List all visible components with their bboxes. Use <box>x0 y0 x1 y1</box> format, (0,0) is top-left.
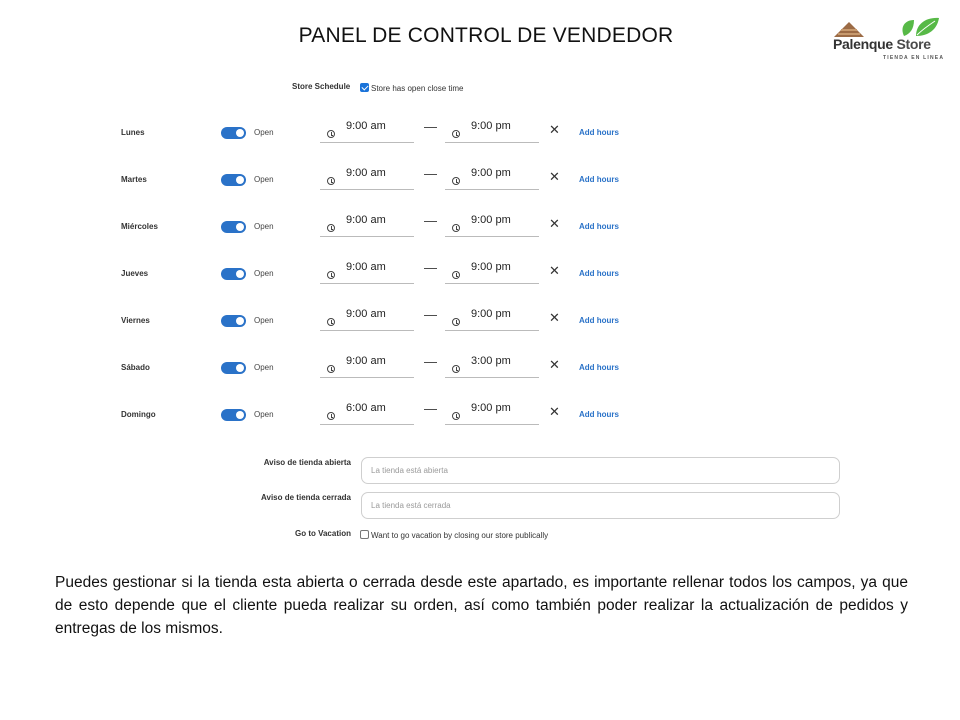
brand-logo <box>828 16 945 66</box>
end-time-value: 9:00 pm <box>471 167 511 179</box>
end-time-field[interactable] <box>445 260 539 284</box>
day-label: Jueves <box>121 269 149 278</box>
clock-icon <box>327 365 335 373</box>
clock-icon <box>452 365 460 373</box>
schedule-row <box>0 260 960 300</box>
logo-graphic <box>828 16 942 38</box>
schedule-row <box>0 354 960 394</box>
add-hours-link[interactable]: Add hours <box>579 128 619 137</box>
open-label: Open <box>254 128 274 137</box>
start-time-field[interactable] <box>320 354 414 378</box>
close-icon[interactable]: ✕ <box>549 404 560 419</box>
clock-icon <box>452 177 460 185</box>
start-time-field[interactable] <box>320 260 414 284</box>
day-label: Domingo <box>121 410 156 419</box>
close-icon[interactable]: ✕ <box>549 169 560 184</box>
clock-icon <box>452 224 460 232</box>
add-hours-link[interactable]: Add hours <box>579 363 619 372</box>
end-time-field[interactable] <box>445 166 539 190</box>
clock-icon <box>327 177 335 185</box>
open-label: Open <box>254 222 274 231</box>
clock-icon <box>452 271 460 279</box>
close-icon[interactable]: ✕ <box>549 263 560 278</box>
end-time-value: 9:00 pm <box>471 261 511 273</box>
time-range-dash: — <box>424 119 437 134</box>
end-time-value: 9:00 pm <box>471 308 511 320</box>
close-icon[interactable]: ✕ <box>549 357 560 372</box>
logo-wordmark: Palenque Store <box>833 36 931 52</box>
start-time-value: 9:00 am <box>346 261 386 273</box>
schedule-row <box>0 213 960 253</box>
open-label: Open <box>254 316 274 325</box>
clock-icon <box>452 318 460 326</box>
open-label: Open <box>254 363 274 372</box>
start-time-value: 9:00 am <box>346 308 386 320</box>
schedule-row <box>0 166 960 206</box>
clock-icon <box>327 130 335 138</box>
schedule-row <box>0 401 960 441</box>
start-time-value: 9:00 am <box>346 167 386 179</box>
day-label: Lunes <box>121 128 145 137</box>
add-hours-link[interactable]: Add hours <box>579 316 619 325</box>
add-hours-link[interactable]: Add hours <box>579 222 619 231</box>
open-notice-label: Aviso de tienda abierta <box>263 458 351 467</box>
clock-icon <box>327 318 335 326</box>
start-time-field[interactable] <box>320 213 414 237</box>
description-text: Puedes gestionar si la tienda esta abierta o cerrada desde este apartado, es importante rellenar todos los campos, ya que de esto depende que el cliente pueda realizar su orden, así como también poder realizar la actualización de pedidos y entregas de los mismos. <box>55 574 908 637</box>
time-range-dash: — <box>424 166 437 181</box>
closed-notice-label: Aviso de tienda cerrada <box>261 493 351 502</box>
clock-icon <box>452 130 460 138</box>
vacation-checkbox[interactable] <box>360 530 369 539</box>
store-schedule-checkbox-label: Store has open close time <box>371 84 464 93</box>
time-range-dash: — <box>424 307 437 322</box>
close-icon[interactable]: ✕ <box>549 216 560 231</box>
logo-tagline: TIENDA EN LINEA <box>883 55 945 61</box>
clock-icon <box>452 412 460 420</box>
day-label: Viernes <box>121 316 150 325</box>
add-hours-link[interactable]: Add hours <box>579 175 619 184</box>
end-time-field[interactable] <box>445 119 539 143</box>
clock-icon <box>327 412 335 420</box>
close-icon[interactable]: ✕ <box>549 310 560 325</box>
end-time-field[interactable] <box>445 213 539 237</box>
end-time-field[interactable] <box>445 354 539 378</box>
end-time-field[interactable] <box>445 401 539 425</box>
schedule-row <box>0 307 960 347</box>
end-time-value: 9:00 pm <box>471 402 511 414</box>
open-toggle[interactable] <box>221 362 246 374</box>
vacation-checkbox-label: Want to go vacation by closing our store publically <box>371 531 549 540</box>
store-schedule-checkbox[interactable] <box>360 83 369 92</box>
open-label: Open <box>254 175 274 184</box>
clock-icon <box>327 224 335 232</box>
open-label: Open <box>254 410 274 419</box>
close-icon[interactable]: ✕ <box>549 122 560 137</box>
schedule-row <box>0 119 960 159</box>
closed-notice-input[interactable] <box>361 492 840 519</box>
open-toggle[interactable] <box>221 127 246 139</box>
start-time-value: 9:00 am <box>346 214 386 226</box>
store-schedule-label: Store Schedule <box>292 82 351 91</box>
open-toggle[interactable] <box>221 409 246 421</box>
start-time-field[interactable] <box>320 166 414 190</box>
start-time-field[interactable] <box>320 401 414 425</box>
open-toggle[interactable] <box>221 315 246 327</box>
start-time-value: 9:00 am <box>346 355 386 367</box>
start-time-value: 9:00 am <box>346 120 386 132</box>
open-toggle[interactable] <box>221 268 246 280</box>
day-label: Sábado <box>121 363 150 372</box>
time-range-dash: — <box>424 354 437 369</box>
start-time-field[interactable] <box>320 119 414 143</box>
add-hours-link[interactable]: Add hours <box>579 410 619 419</box>
start-time-value: 6:00 am <box>346 402 386 414</box>
time-range-dash: — <box>424 213 437 228</box>
end-time-value: 9:00 pm <box>471 214 511 226</box>
open-notice-input[interactable] <box>361 457 840 484</box>
clock-icon <box>327 271 335 279</box>
open-toggle[interactable] <box>221 174 246 186</box>
open-label: Open <box>254 269 274 278</box>
day-label: Miércoles <box>121 222 158 231</box>
end-time-field[interactable] <box>445 307 539 331</box>
add-hours-link[interactable]: Add hours <box>579 269 619 278</box>
page-title: PANEL DE CONTROL DE VENDEDOR <box>298 24 674 47</box>
end-time-value: 9:00 pm <box>471 120 511 132</box>
time-range-dash: — <box>424 401 437 416</box>
vacation-label: Go to Vacation <box>294 529 351 538</box>
time-range-dash: — <box>424 260 437 275</box>
day-label: Martes <box>121 175 147 184</box>
open-toggle[interactable] <box>221 221 246 233</box>
start-time-field[interactable] <box>320 307 414 331</box>
end-time-value: 3:00 pm <box>471 355 511 367</box>
